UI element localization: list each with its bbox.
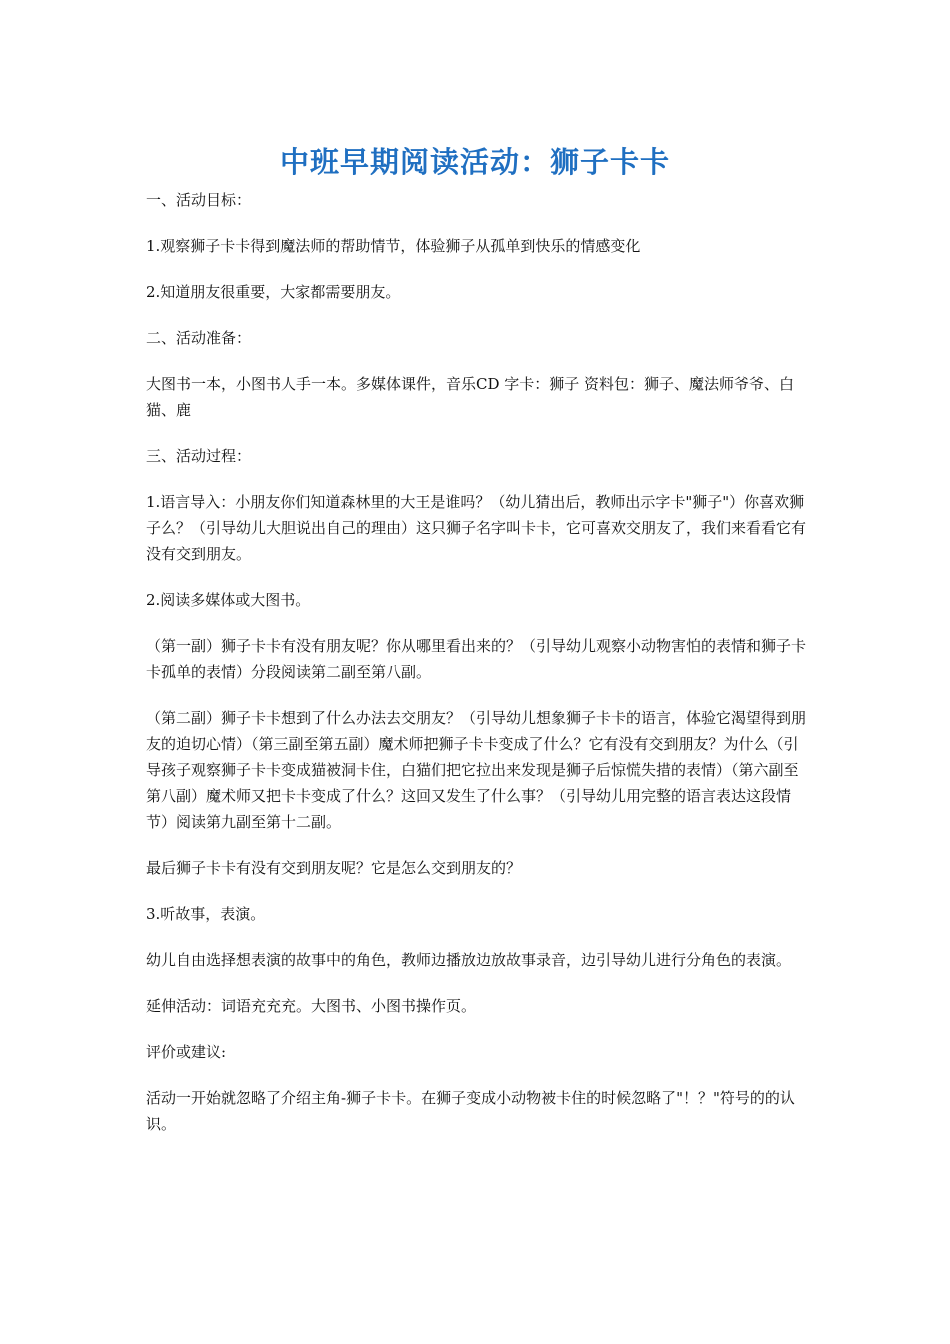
process-step-2: 2.阅读多媒体或大图书。 bbox=[146, 591, 311, 609]
process-second-page: （第二副）狮子卡卡想到了什么办法去交朋友？（引导幼儿想象狮子卡卡的语言，体验它渴望得到朋友的迫切心情）（第三副至第五副）魔术师把狮子卡卡变成了什么？它有没有交到朋友？为什么（引导孩子观察狮子卡卡变成猫被洞卡住，白猫们把它拉出来发现是狮子后惊慌失措的表情）（第六副至第八副）魔术师又把卡卡变成了什么？这回又发生了什么事？（引导幼儿用完整的语言表达这段情节）阅读第九副至第十二副。 bbox=[146, 709, 807, 831]
role-play-text: 幼儿自由选择想表演的故事中的角色，教师边播放边放故事录音，边引导幼儿进行分角色的表演。 bbox=[146, 951, 792, 969]
section-heading-evaluation: 评价或建议: bbox=[146, 1043, 227, 1061]
evaluation-text: 活动一开始就忽略了介绍主角-狮子卡卡。在狮子变成小动物被卡住的时候忽略了"！？"符号的的认识。 bbox=[146, 1089, 795, 1133]
process-first-page: （第一副）狮子卡卡有没有朋友呢？你从哪里看出来的？（引导幼儿观察小动物害怕的表情和狮子卡卡孤单的表情）分段阅读第二副至第八副。 bbox=[146, 637, 807, 681]
section-heading-process: 三、活动过程： bbox=[146, 447, 252, 465]
process-step-1: 1.语言导入：小朋友你们知道森林里的大王是谁吗？（幼儿猜出后，教师出示字卡"狮子"）你喜欢狮子么？（引导幼儿大胆说出自己的理由）这只狮子名字叫卡卡，它可喜欢交朋友了，我们来看看它有没有交到朋友。 bbox=[146, 493, 807, 563]
extension-activity: 延伸活动：词语充充充。大图书、小图书操作页。 bbox=[146, 997, 477, 1015]
goal-item-1: 1.观察狮子卡卡得到魔法师的帮助情节，体验狮子从孤单到快乐的情感变化 bbox=[146, 237, 641, 255]
preparation-text: 大图书一本，小图书人手一本。多媒体课件，音乐CD 字卡：狮子 资料包：狮子、魔法师爷爷、白猫、鹿 bbox=[146, 375, 795, 419]
process-final-question: 最后狮子卡卡有没有交到朋友呢？它是怎么交到朋友的？ bbox=[146, 859, 522, 877]
section-heading-goals: 一、活动目标： bbox=[146, 191, 252, 209]
section-heading-preparation: 二、活动准备： bbox=[146, 329, 252, 347]
document-body bbox=[146, 187, 810, 1157]
process-step-3: 3.听故事，表演。 bbox=[146, 905, 266, 923]
document-title: 中班早期阅读活动：狮子卡卡 bbox=[279, 145, 670, 179]
goal-item-2: 2.知道朋友很重要，大家都需要朋友。 bbox=[146, 283, 401, 301]
